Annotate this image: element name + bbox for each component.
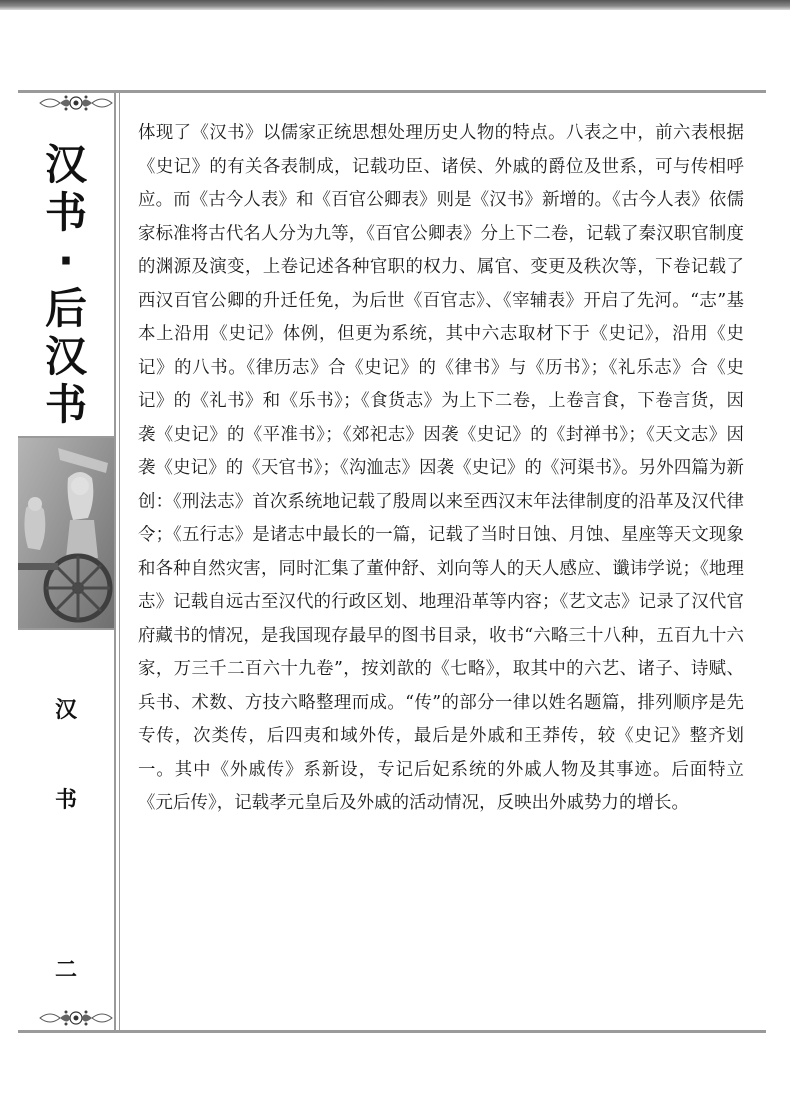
body-paragraph: 体现了《汉书》以儒家正统思想处理历史人物的特点。八表之中，前六表根据《史记》的有关各表制成，记载功臣、诸侯、外戚的爵位及世系，可与传相呼应。而《古今人表》和《百官公卿表》则是《汉书》新增的。《古今人表》依儒家标准将古代名人分为九等，《百官公卿表》分上下二卷，记载了秦汉职官制度的渊源及演变，上卷记述各种官职的权力、属官、变更及秩次等，下卷记载了西汉百官公卿的升迁任免，为后世《百官志》、《宰辅表》开启了先河。“志”基本上沿用《史记》体例，但更为系统，其中六志取材下于《史记》，沿用《史记》的八书。《律历志》合《史记》的《律书》与《历书》；《礼乐志》合《史记》的《礼书》和《乐书》；《食货志》为上下二卷，上卷言食，下卷言货，因袭《史记》的《平准书》；《郊祀志》因袭《史记》的《封禅书》；《天文志》因袭《史记》的《天官书》；《沟洫志》因袭《史记》的《河渠书》。另外四篇为新创：《刑法志》首次系统地记载了殷周以来至西汉末年法律制度的沿革及汉代律令；《五行志》是诸志中最长的一篇，记载了当时日蚀、月蚀、星座等天文现象和各种自然灾害，同时汇集了董仲舒、刘向等人的天人感应、谶讳学说；《地理志》记载自远古至汉代的行政区划、地理沿革等内容；《艺文志》记录了汉代官府藏书的情况，是我国现存最早的图书目录，收书“六略三十八种，五百九十六家，万三千二百六十九卷”，按刘歆的《七略》，取其中的六艺、诸子、诗赋、兵书、术数、方技六略整理而成。“传”的部分一律以姓名题篇，排列顺序是先专传，次类传，后四夷和域外传，最后是外戚和王莽传，较《史记》整齐划一。其中《外戚传》系新设，专记后妃系统的外戚人物及其事迹。后面特立《元后传》，记载孝元皇后及外戚的活动情况，反映出外戚势力的增长。 — [138, 123, 744, 813]
floral-ornament-icon — [38, 1008, 114, 1028]
title-char: 书 — [44, 188, 87, 237]
title-char: 汉 — [44, 140, 87, 189]
chariot-relief-image — [18, 436, 114, 630]
page-number: 二 — [54, 958, 77, 983]
floral-ornament-icon — [38, 93, 114, 113]
vertical-title — [18, 141, 114, 429]
body-text — [138, 117, 744, 821]
title-char: · — [58, 236, 74, 285]
top-shadow-bar — [0, 0, 790, 10]
sidebar-divider — [114, 93, 116, 1030]
top-rule — [18, 90, 766, 93]
sidebar — [18, 93, 114, 1030]
bottom-rule — [18, 1030, 766, 1033]
title-char: 汉 — [44, 332, 87, 381]
section-char: 书 — [54, 788, 77, 813]
sidebar-divider-inner — [119, 93, 120, 1030]
title-char: 书 — [44, 380, 87, 429]
title-char: 后 — [44, 284, 87, 333]
section-char: 汉 — [54, 698, 77, 723]
